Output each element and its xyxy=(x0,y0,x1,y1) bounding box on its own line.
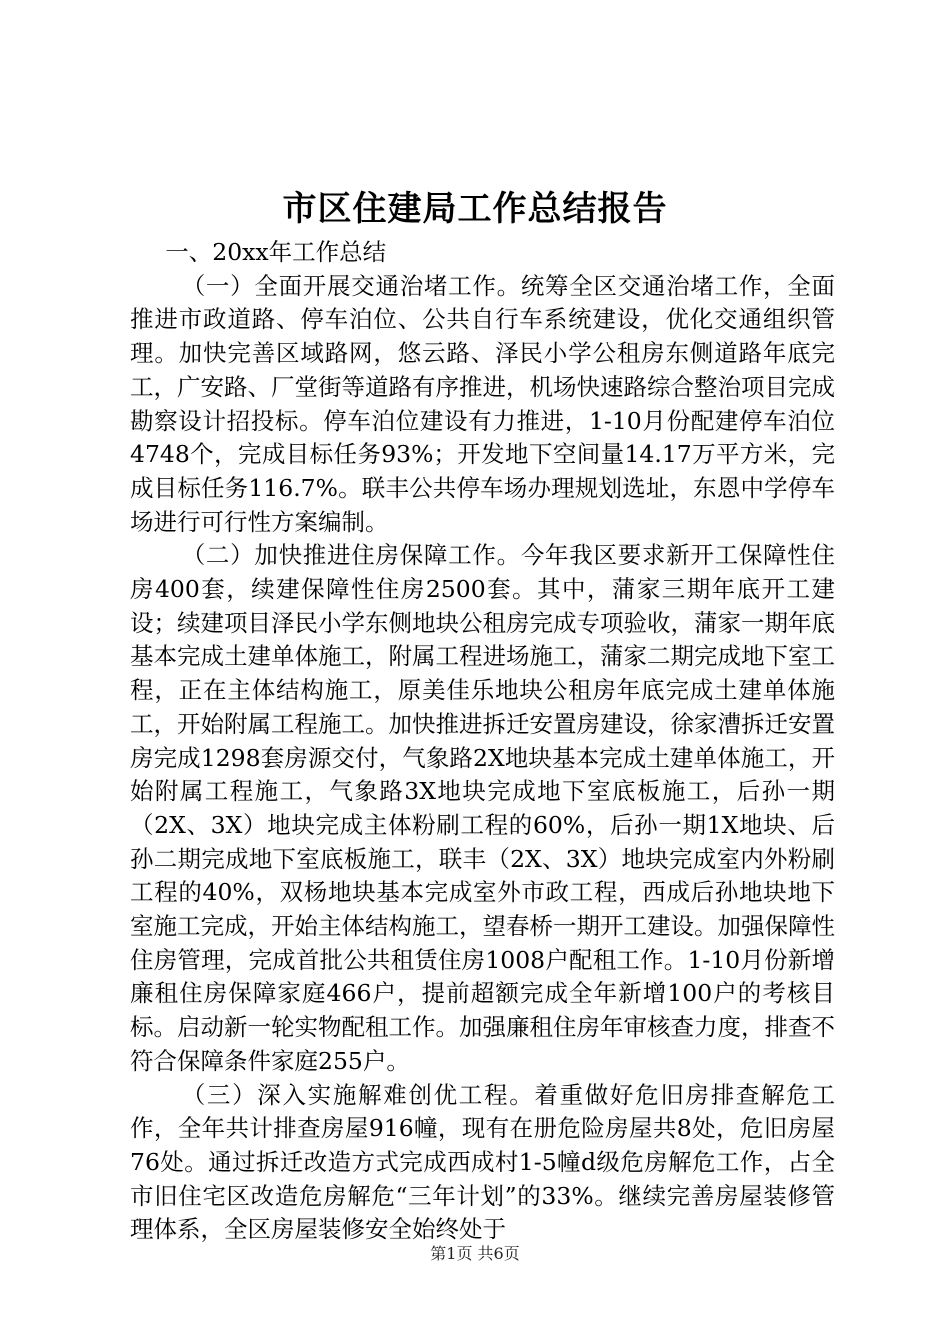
document-title: 市区住建局工作总结报告 xyxy=(282,189,668,229)
paragraph-traffic: （一）全面开展交通治堵工作。统筹全区交通治堵工作，全面推进市政道路、停车泊位、公共自行车系统建设，优化交通组织管理。加快完善区域路网，悠云路、泽民小学公租房东侧道路年底完工，广安路、厂堂街等道路有序推进，机场快速路综合整治项目完成勘察设计招投标。停车泊位建设有力推进，1-10月份配建停车泊位4748个，完成目标任务93%；开发地下空间量14.17万平方米，完成目标任务116.7%。联丰公共停车场办理规划选址，东恩中学停车场进行可行性方案编制。 xyxy=(130,271,835,536)
paragraph-renovation: （三）深入实施解难创优工程。着重做好危旧房排查解危工作，全年共计排查房屋916幢，现有在册危险房屋共8处，危旧房屋76处。通过拆迁改造方式完成西成村1-5幢d级危房解危工作，占全市旧住宅区改造危房解危“三年计划”的33%。继续完善房屋装修管理体系，全区房屋装修安全始终处于 xyxy=(130,1080,835,1244)
section-heading: 一、20xx年工作总结 xyxy=(165,238,387,266)
document-body xyxy=(130,236,835,1247)
page-footer: 第1页 共6页 xyxy=(430,1244,520,1263)
paragraph-housing: （二）加快推进住房保障工作。今年我区要求新开工保障性住房400套，续建保障性住房2500套。其中，蒲家三期年底开工建设；续建项目泽民小学东侧地块公租房完成专项验收，蒲家一期年底基本完成土建单体施工，附属工程进场施工，蒲家二期完成地下室工程，正在主体结构施工，原美佳乐地块公租房年底完成土建单体施工，开始附属工程施工。加快推进拆迁安置房建设，徐家漕拆迁安置房完成1298套房源交付，气象路2X地块基本完成土建单体施工，开始附属工程施工，气象路3X地块完成地下室底板施工，后孙一期（2X、3X）地块完成主体粉刷工程的60%，后孙一期1X地块、后孙二期完成地下室底板施工，联丰（2X、3X）地块完成室内外粉刷工程的40%，双杨地块基本完成室外市政工程，西成后孙地块地下室施工完成，开始主体结构施工，望春桥一期开工建设。加强保障性住房管理，完成首批公共租赁住房1008户配租工作。1-10月份新增廉租住房保障家庭466户，提前超额完成全年新增100户的考核目标。启动新一轮实物配租工作。加强廉租住房年审核查力度，排查不符合保障条件家庭255户。 xyxy=(130,541,835,1075)
